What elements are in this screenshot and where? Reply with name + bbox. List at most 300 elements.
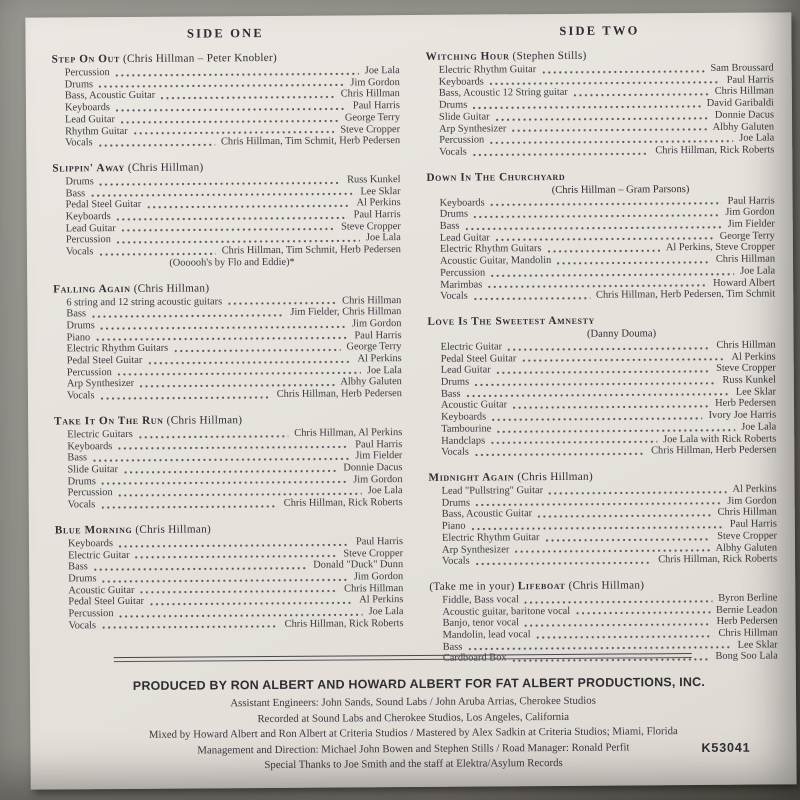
musician-name: Chris Hillman, Rick Roberts bbox=[284, 617, 404, 630]
instrument-label: Marimbas bbox=[440, 279, 483, 291]
side-two-header: SIDE TWO bbox=[559, 23, 640, 38]
musician-name: George Terry bbox=[346, 341, 402, 353]
credit-row bbox=[428, 445, 776, 459]
dot-leader bbox=[147, 204, 350, 208]
instrument-label: Percussion bbox=[67, 487, 113, 499]
musician-name: Albhy Galuten bbox=[340, 376, 402, 388]
musician-name: Joe Lala bbox=[365, 232, 401, 244]
instrument-label: Lead Guitar bbox=[64, 113, 115, 126]
instrument-label: Percussion bbox=[65, 234, 111, 246]
instrument-label: Percussion bbox=[64, 67, 110, 79]
dot-leader bbox=[161, 96, 335, 100]
credit-row bbox=[52, 135, 400, 149]
dot-leader bbox=[574, 93, 709, 97]
side-one-tracks bbox=[52, 51, 404, 632]
track-section bbox=[427, 313, 776, 458]
musician-name: Joe Lala with Rick Roberts bbox=[663, 433, 777, 445]
dot-leader bbox=[102, 481, 347, 486]
musician-name: Steve Cropper bbox=[341, 220, 401, 233]
track-title-line bbox=[52, 160, 400, 174]
musician-name: Albhy Galuten bbox=[712, 120, 775, 133]
track-title-line bbox=[55, 522, 403, 536]
musician-name: Bernie Leadon bbox=[715, 604, 778, 616]
musician-name: Chris Hillman, Herb Pedersen bbox=[651, 444, 777, 457]
dot-leader bbox=[118, 446, 349, 451]
musician-name: Jim Gordon bbox=[352, 318, 402, 330]
musician-name: Howard Albert bbox=[713, 277, 776, 289]
track-title-text: Slippin' Away bbox=[52, 161, 125, 175]
musician-name: Paul Harris bbox=[727, 195, 775, 207]
musician-name: Chris Hillman bbox=[714, 85, 774, 98]
instrument-label: Bass bbox=[66, 308, 87, 320]
dot-leader bbox=[549, 490, 726, 494]
musician-name: Donnie Dacus bbox=[343, 462, 403, 474]
musician-name: Paul Harris bbox=[726, 74, 774, 86]
instrument-label: Lead "Pullstring" Guitar bbox=[441, 485, 544, 497]
musician-name: Steve Cropper bbox=[716, 362, 776, 375]
mixed-mastered-line: Mixed by Howard Albert and Ron Albert at Criteria Studios / Mastered by Alex Sadkin at Criteria Studios; Miami, Florida bbox=[148, 725, 678, 742]
dot-leader bbox=[94, 567, 308, 571]
instrument-label: Keyboards bbox=[439, 197, 485, 209]
side-one-header: SIDE ONE bbox=[186, 26, 264, 41]
credits-columns bbox=[25, 12, 796, 680]
dot-leader bbox=[515, 549, 709, 553]
track-writer: (Chris Hillman – Gram Parsons) bbox=[551, 183, 690, 196]
side-two-tracks bbox=[426, 48, 778, 665]
instrument-label: Vocals bbox=[65, 246, 94, 258]
dot-leader bbox=[117, 216, 348, 221]
footer-lines bbox=[30, 692, 797, 775]
dot-leader bbox=[467, 393, 730, 398]
musician-name: David Garibaldi bbox=[706, 97, 774, 110]
dot-leader bbox=[101, 505, 278, 509]
dot-leader bbox=[473, 105, 700, 110]
instrument-label: Bass bbox=[440, 388, 461, 400]
instrument-label: Arp Synthesizer bbox=[66, 378, 135, 390]
musician-name: Chris Hillman bbox=[717, 506, 777, 519]
instrument-label: Acoustic Guitar bbox=[68, 584, 135, 597]
dot-leader bbox=[496, 237, 714, 242]
dot-leader bbox=[121, 119, 339, 124]
instrument-label: Electric Rhythm Guitar bbox=[438, 64, 537, 76]
dot-leader bbox=[228, 302, 336, 306]
dot-leader bbox=[537, 635, 713, 639]
musician-name: Jim Fielder bbox=[727, 218, 775, 230]
dot-leader bbox=[474, 214, 719, 219]
dot-leader bbox=[508, 347, 710, 351]
instrument-label: Lead Guitar bbox=[439, 232, 490, 244]
track-section bbox=[54, 413, 403, 511]
track-writer: (Chris Hillman) bbox=[514, 470, 594, 484]
musician-name: Chris Hillman bbox=[340, 88, 400, 100]
musician-name: Chris Hillman bbox=[716, 339, 776, 351]
musician-name: Chris Hillman, Al Perkins bbox=[294, 426, 403, 439]
instrument-label: Drums bbox=[68, 573, 97, 585]
track-writer: (Chris Hillman – Peter Knobler) bbox=[119, 51, 278, 66]
assistant-engineers-line: Assistant Engineers: John Sands, Sound Labs / John Aruba Arrias, Cherokee Studios bbox=[230, 694, 596, 710]
dot-leader bbox=[465, 226, 721, 231]
musician-name: Joe Lala bbox=[740, 265, 776, 277]
dot-leader bbox=[150, 601, 353, 605]
track-title-text: Love Is The Sweetest Amnesty bbox=[427, 314, 595, 328]
track-section bbox=[52, 51, 401, 149]
instrument-label: Slide Guitar bbox=[438, 111, 490, 123]
dot-leader bbox=[512, 128, 706, 132]
musician-name: Al Perkins bbox=[359, 594, 404, 606]
credit-row bbox=[429, 554, 777, 568]
instrument-label: Lead Guitar bbox=[65, 222, 116, 235]
track-title-line bbox=[428, 469, 776, 483]
musician-name: Joe Lala bbox=[368, 606, 404, 618]
track-title-line bbox=[52, 51, 400, 65]
dot-leader bbox=[490, 140, 733, 145]
dot-leader bbox=[491, 441, 657, 445]
instrument-label: Bass bbox=[68, 561, 88, 573]
musician-name: Chris Hillman, Rick Roberts bbox=[658, 553, 778, 566]
instrument-label: Percussion bbox=[66, 366, 112, 379]
dot-leader bbox=[116, 107, 347, 112]
recorded-at-line: Recorded at Sound Labs and Cherokee Studios, Los Angeles, California bbox=[257, 710, 570, 725]
musician-name: Chris Hillman, Tim Schmit, Herb Pedersen bbox=[221, 244, 401, 257]
instrument-label: Cardboard Box bbox=[442, 652, 507, 665]
instrument-label: Electric Rhythm Guitars bbox=[439, 243, 542, 256]
instrument-label: 6 string and 12 string acoustic guitars bbox=[66, 295, 223, 308]
instrument-label: Bass bbox=[439, 220, 460, 232]
instrument-label: Lead Guitar bbox=[440, 364, 491, 377]
musician-name: Al Perkins bbox=[731, 351, 776, 363]
dot-leader bbox=[525, 600, 712, 604]
musician-name: Jim Gordon bbox=[725, 206, 775, 219]
dot-leader bbox=[475, 382, 716, 387]
track-writer: (Stephen Stills) bbox=[509, 49, 587, 63]
musician-name: Joe Lala bbox=[367, 485, 403, 497]
musician-name: Lee Sklar bbox=[737, 639, 778, 651]
dot-leader bbox=[473, 152, 650, 156]
instrument-label: Vocals bbox=[440, 290, 468, 303]
instrument-label: Percussion bbox=[68, 608, 114, 620]
musician-name: Bong Soo Lala bbox=[715, 650, 778, 663]
instrument-label: Keyboards bbox=[65, 211, 111, 223]
dot-leader bbox=[120, 613, 363, 618]
musician-name: Chris Hillman bbox=[344, 582, 404, 595]
musician-name: Paul Harris bbox=[354, 329, 402, 342]
dot-leader bbox=[119, 492, 362, 497]
album-back-cover bbox=[25, 12, 796, 789]
musician-name: Sam Broussard bbox=[710, 62, 774, 74]
instrument-label: Slide Guitar bbox=[67, 464, 119, 476]
dot-leader bbox=[148, 360, 351, 364]
musician-name: Joe Lala bbox=[364, 65, 400, 77]
musician-name: Herb Pedersen bbox=[715, 397, 777, 410]
dot-leader bbox=[468, 646, 731, 651]
musician-name: Steve Cropper bbox=[717, 530, 777, 542]
credit-row bbox=[56, 618, 404, 632]
track-title-line bbox=[54, 413, 402, 427]
dot-leader bbox=[92, 314, 284, 318]
musician-name: Lee Sklar bbox=[360, 185, 401, 197]
track-title-line bbox=[429, 578, 777, 592]
credit-row bbox=[53, 244, 401, 258]
instrument-label: Acoustic Guitar bbox=[440, 399, 508, 412]
dot-leader bbox=[118, 372, 361, 377]
dot-leader bbox=[542, 70, 704, 74]
track-title-prefix: (Take me in your) bbox=[429, 580, 518, 593]
instrument-label: Tambourine bbox=[441, 423, 492, 435]
instrument-label: Electric Guitar bbox=[68, 549, 130, 561]
dot-leader bbox=[140, 384, 334, 388]
dot-leader bbox=[134, 131, 335, 135]
instrument-label: Vocals bbox=[439, 146, 467, 158]
instrument-label: Electric Rhythm Guitars bbox=[66, 343, 169, 355]
dot-leader bbox=[101, 325, 346, 330]
musician-name: Ivory Joe Harris bbox=[708, 409, 777, 422]
instrument-label: Vocals bbox=[65, 137, 93, 149]
musician-name: Chris Hillman, Herb Pedersen bbox=[276, 388, 402, 401]
dot-leader bbox=[576, 611, 710, 615]
dot-leader bbox=[492, 417, 702, 421]
track-section bbox=[53, 281, 402, 403]
produced-by-line: PRODUCED BY RON ALBERT AND HOWARD ALBERT FOR FAT ALBERT PRODUCTIONS, INC. bbox=[132, 674, 706, 693]
dot-leader bbox=[100, 181, 341, 186]
dot-leader bbox=[491, 272, 734, 277]
instrument-label: Vocals bbox=[68, 619, 97, 632]
instrument-label: Keyboards bbox=[438, 76, 484, 88]
dot-leader bbox=[174, 349, 340, 353]
musician-name: Paul Harris bbox=[353, 209, 401, 221]
track-title-text: Down In The Churchyard bbox=[426, 170, 566, 184]
instrument-label: Vocals bbox=[67, 499, 96, 511]
musician-name: George Terry bbox=[719, 230, 775, 242]
track-title-line bbox=[426, 48, 774, 62]
instrument-label: Electric Guitar bbox=[440, 341, 503, 353]
track-title-text: Take It On The Run bbox=[54, 414, 164, 428]
instrument-label: Drums bbox=[439, 208, 469, 221]
musician-name: Russ Kunkel bbox=[347, 173, 401, 186]
track-title-line bbox=[426, 169, 774, 183]
instrument-label: Vocals bbox=[66, 390, 95, 402]
instrument-label: Mandolin, lead vocal bbox=[442, 629, 531, 641]
credit-row bbox=[427, 289, 775, 303]
track-title-text: Witching Hour bbox=[425, 50, 510, 63]
dot-leader bbox=[497, 370, 710, 374]
instrument-label: Piano bbox=[66, 331, 91, 344]
dot-leader bbox=[96, 337, 348, 342]
instrument-label: Bass bbox=[65, 187, 86, 200]
musician-name: Donald "Duck" Dunn bbox=[313, 559, 404, 571]
track-title-text: Blue Morning bbox=[54, 523, 133, 537]
instrument-label: Fiddle, Bass vocal bbox=[442, 594, 519, 606]
track-note: (Oooooh's by Flo and Eddie)* bbox=[169, 256, 295, 269]
instrument-label: Bass bbox=[67, 452, 88, 464]
musician-name: Chris Hillman, Herb Pedersen, Tim Schmit bbox=[595, 288, 776, 301]
instrument-label: Drums bbox=[64, 78, 94, 91]
musician-name: Albhy Galuten bbox=[715, 541, 778, 554]
musician-name: Chris Hillman, Rick Roberts bbox=[655, 144, 775, 157]
instrument-label: Piano bbox=[441, 520, 466, 532]
musician-name: Al Perkins bbox=[357, 353, 402, 365]
dot-leader bbox=[476, 502, 721, 507]
track-writer: (Chris Hillman) bbox=[565, 579, 645, 592]
track-title-text: Lifeboat bbox=[517, 579, 566, 593]
musician-name: Chris Hillman bbox=[718, 627, 778, 639]
dot-leader bbox=[93, 457, 349, 462]
instrument-label: Electric Guitars bbox=[67, 428, 133, 441]
musician-name: Al Perkins bbox=[732, 483, 777, 495]
dot-leader bbox=[474, 297, 590, 301]
instrument-label: Arp Synthesizer bbox=[442, 543, 510, 556]
instrument-label: Banjo, tenor vocal bbox=[442, 617, 520, 630]
instrument-label: Drums bbox=[440, 376, 470, 388]
musician-name: Steve Cropper bbox=[343, 547, 404, 559]
credit-row bbox=[55, 497, 403, 511]
dot-leader bbox=[497, 428, 735, 433]
dot-leader bbox=[491, 202, 722, 207]
musician-name: Steve Cropper bbox=[340, 123, 401, 136]
dot-leader bbox=[522, 358, 725, 362]
musician-name: Chris Hillman, Rick Roberts bbox=[283, 497, 403, 509]
dot-leader bbox=[116, 72, 359, 77]
dot-leader bbox=[91, 193, 354, 198]
track-title-text: Step On Out bbox=[51, 53, 120, 66]
track-writer: (Chris Hillman) bbox=[124, 161, 204, 174]
side-two-column bbox=[425, 22, 778, 678]
track-section bbox=[426, 169, 775, 303]
instrument-label: Pedal Steel Guitar bbox=[65, 199, 142, 211]
dot-leader bbox=[476, 561, 653, 565]
instrument-label: Electric Rhythm Guitar bbox=[441, 531, 540, 544]
dot-leader bbox=[472, 526, 724, 531]
production-credits-footer bbox=[30, 652, 797, 775]
side-one-column bbox=[51, 25, 404, 681]
instrument-label: Keyboards bbox=[64, 102, 110, 114]
instrument-label: Keyboards bbox=[441, 411, 487, 423]
dot-leader bbox=[99, 143, 215, 147]
special-thanks-line: Special Thanks to Joe Smith and the staff at Elektra/Asylum Records bbox=[264, 757, 563, 772]
instrument-label: Vocals bbox=[442, 555, 470, 567]
musician-name: Joe Lala bbox=[366, 364, 402, 377]
musician-name: Joe Lala bbox=[739, 132, 775, 144]
dot-leader bbox=[99, 252, 215, 256]
dot-leader bbox=[557, 261, 710, 265]
instrument-label: Acoustic Guitar, Mandolin bbox=[439, 255, 552, 267]
track-title-text: Midnight Again bbox=[428, 471, 515, 484]
dot-leader bbox=[99, 84, 344, 89]
track-writer: (Chris Hillman) bbox=[132, 523, 212, 536]
musician-name: Jim Gordon bbox=[353, 570, 404, 583]
instrument-label: Drums bbox=[441, 497, 471, 509]
dot-leader bbox=[488, 284, 707, 289]
dot-leader bbox=[122, 228, 335, 232]
instrument-label: Keyboards bbox=[67, 537, 114, 550]
track-title-text: Falling Again bbox=[53, 282, 131, 296]
dot-leader bbox=[124, 469, 337, 473]
instrument-label: Rhythm Guitar bbox=[65, 125, 128, 137]
instrument-label: Percussion bbox=[440, 267, 486, 279]
dot-leader bbox=[490, 81, 721, 86]
dot-leader bbox=[102, 625, 279, 629]
instrument-label: Bass, Acoustic Guitar bbox=[64, 90, 156, 102]
credit-row bbox=[54, 388, 402, 402]
dot-leader bbox=[548, 249, 660, 253]
dot-leader bbox=[538, 514, 712, 518]
instrument-label: Handclaps bbox=[441, 435, 486, 447]
management-line: Management and Direction: Michael John Bowen and Stephen Stills / Road Manager: Ronald Perfit bbox=[197, 741, 630, 757]
musician-name: Jim Fielder, Chris Hillman bbox=[290, 306, 402, 319]
track-section bbox=[55, 522, 404, 632]
dot-leader bbox=[496, 116, 709, 120]
instrument-label: Bass, Acoustic 12 String guitar bbox=[438, 87, 568, 100]
track-writer: (Chris Hillman) bbox=[130, 281, 210, 295]
instrument-label: Drums bbox=[65, 176, 94, 188]
musician-name: George Terry bbox=[344, 111, 401, 124]
musician-name: Chris Hillman bbox=[715, 253, 776, 266]
musician-name: Paul Harris bbox=[355, 535, 404, 548]
dot-leader bbox=[100, 396, 270, 400]
track-section bbox=[52, 160, 401, 270]
track-section bbox=[426, 48, 775, 158]
musician-name: Jim Gordon bbox=[353, 473, 403, 486]
track-title-line bbox=[53, 281, 401, 295]
musician-name: Paul Harris bbox=[355, 438, 403, 450]
instrument-label: Pedal Steel Guitar bbox=[66, 354, 143, 367]
track-section bbox=[428, 469, 777, 567]
musician-name: Lee Sklar bbox=[735, 386, 776, 398]
musician-name: Paul Harris bbox=[352, 100, 400, 112]
dot-leader bbox=[139, 434, 289, 438]
musician-name: Chris Hillman bbox=[342, 294, 402, 307]
instrument-label: Percussion bbox=[439, 134, 485, 147]
catalog-number: K53041 bbox=[701, 740, 751, 755]
track-writer: (Danny Douma) bbox=[586, 328, 657, 340]
musician-name: Russ Kunkel bbox=[722, 374, 776, 386]
musician-name: Donnie Dacus bbox=[714, 109, 775, 121]
instrument-label: Keyboards bbox=[67, 440, 113, 452]
musician-name: Joe Lala bbox=[741, 421, 777, 433]
musician-name: Jim Gordon bbox=[727, 495, 777, 507]
dot-leader bbox=[475, 452, 645, 456]
musician-name: Chris Hillman, Tim Schmit, Herb Pedersen bbox=[220, 135, 401, 148]
dot-leader bbox=[103, 578, 348, 583]
dot-leader bbox=[117, 239, 360, 244]
dot-leader bbox=[136, 555, 338, 559]
musician-name: Byron Berline bbox=[718, 592, 778, 604]
musician-name: Al Perkins bbox=[356, 197, 401, 209]
musician-name: Jim Fielder bbox=[355, 450, 403, 462]
dot-leader bbox=[545, 537, 711, 541]
instrument-label: Drums bbox=[67, 475, 96, 488]
musician-name: Jim Gordon bbox=[350, 76, 400, 89]
instrument-label: Drums bbox=[438, 99, 468, 111]
track-title-line bbox=[427, 313, 775, 327]
credit-row bbox=[426, 144, 774, 158]
instrument-label: Pedal Steel Guitar bbox=[440, 352, 517, 365]
instrument-label: Bass bbox=[442, 641, 463, 653]
instrument-label: Vocals bbox=[441, 446, 469, 459]
dot-leader bbox=[140, 590, 338, 594]
instrument-label: Bass, Acoustic Guitar bbox=[441, 508, 533, 521]
musician-name: Herb Pedersen bbox=[716, 615, 778, 628]
track-writer: (Chris Hillman) bbox=[163, 414, 243, 427]
instrument-label: Acoustic guitar, baritone vocal bbox=[442, 605, 571, 618]
instrument-label: Pedal Steel Guitar bbox=[68, 596, 145, 608]
musician-name: Al Perkins, Steve Cropper bbox=[665, 241, 775, 254]
instrument-label: Arp Synthesizer bbox=[439, 122, 507, 135]
dot-leader bbox=[525, 623, 711, 627]
musician-name: Paul Harris bbox=[729, 518, 777, 530]
dot-leader bbox=[119, 543, 350, 548]
dot-leader bbox=[513, 405, 709, 409]
instrument-label: Drums bbox=[66, 320, 95, 332]
